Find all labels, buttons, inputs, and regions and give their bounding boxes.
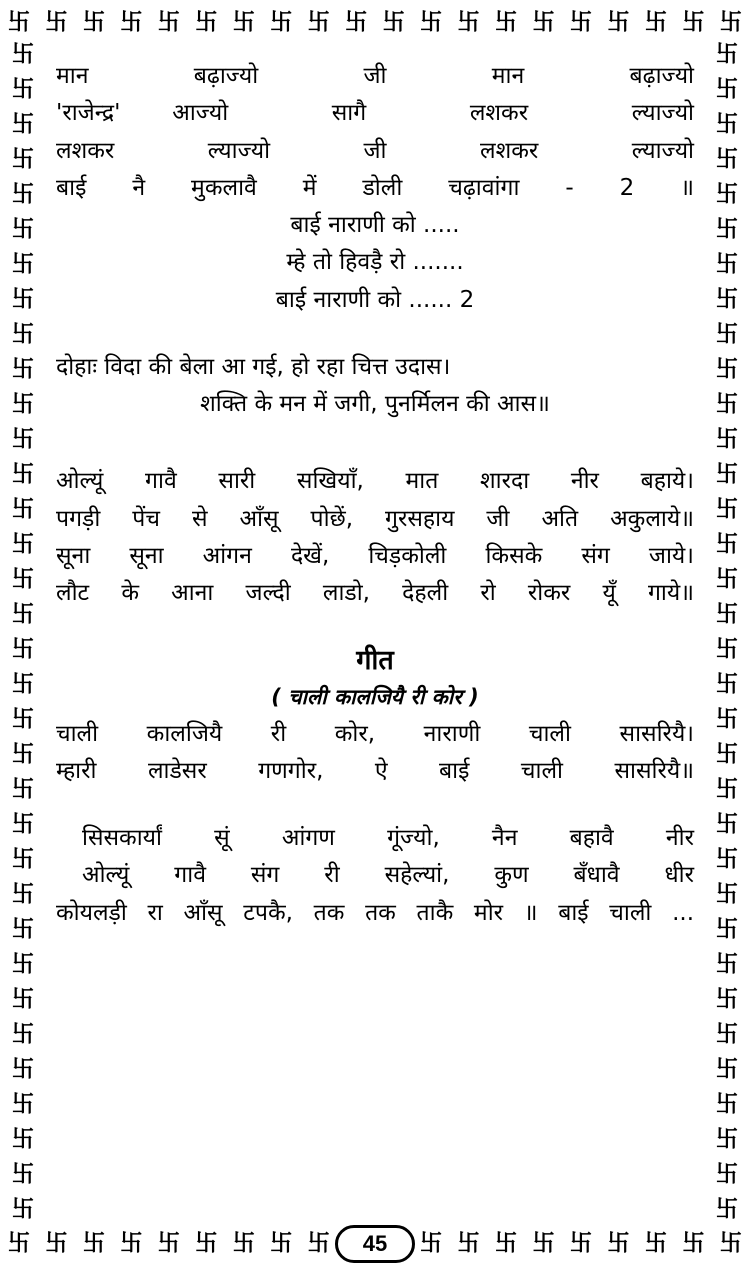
swastika-ornament-icon: 卐 [495,1230,518,1257]
song-line: चाली कालजियै री कोर, नाराणी चाली सासरियै। [56,720,694,747]
swastika-ornament-icon: 卐 [157,9,180,36]
swastika-ornament-icon: 卐 [420,9,443,36]
verse-line: मान बढ़ाज्यो जी मान बढ़ाज्यो [56,63,694,89]
verse-line: बाई नै मुकलावै में डोली चढ़ावांगा - 2 ॥ [56,174,694,201]
swastika-ornament-icon: 卐 [120,1230,143,1257]
border-top [8,6,742,40]
swastika-ornament-icon: 卐 [11,706,34,733]
swastika-ornament-icon: 卐 [644,1230,667,1257]
swastika-ornament-icon: 卐 [715,111,738,138]
swastika-ornament-icon: 卐 [11,1196,34,1223]
swastika-ornament-icon: 卐 [715,986,738,1013]
swastika-ornament-icon: 卐 [11,111,34,138]
swastika-ornament-icon: 卐 [457,1230,480,1257]
swastika-ornament-icon: 卐 [157,1230,180,1257]
swastika-ornament-icon: 卐 [11,986,34,1013]
swastika-ornament-icon: 卐 [607,1230,630,1257]
song-stanza-line: सिसकार्यां सूं आंगण गूंज्यो, नैन बहावै नीर [82,825,694,852]
swastika-ornament-icon: 卐 [11,216,34,243]
spacer [56,423,694,463]
stanza-line: सूना सूना आंगन देखें, चिड़कोली किसके संग जाये। [56,542,694,569]
swastika-ornament-icon: 卐 [11,916,34,943]
swastika-ornament-icon: 卐 [232,1230,255,1257]
swastika-ornament-icon: 卐 [682,9,705,36]
swastika-ornament-icon: 卐 [45,9,68,36]
swastika-ornament-icon: 卐 [715,811,738,838]
stanza-line: लौट के आना जल्दी लाडो, देहली रो रोकर यूँ गाये॥ [56,580,694,606]
swastika-ornament-icon: 卐 [11,601,34,628]
swastika-ornament-icon: 卐 [532,1230,555,1257]
verse-line: लशकर ल्याज्यो जी लशकर ल्याज्यो [56,137,694,164]
swastika-ornament-icon: 卐 [8,1230,31,1257]
swastika-ornament-icon: 卐 [307,1230,330,1257]
swastika-ornament-icon: 卐 [382,9,405,36]
stanza-line: ओल्यूं गावै सारी सखियाँ, मात शारदा नीर बहाये। [56,468,694,495]
spacer [56,319,694,349]
swastika-ornament-icon: 卐 [11,76,34,103]
swastika-ornament-icon: 卐 [11,881,34,908]
swastika-ornament-icon: 卐 [715,846,738,873]
swastika-ornament-icon: 卐 [715,496,738,523]
swastika-ornament-icon: 卐 [11,356,34,383]
page-content [56,58,694,1199]
swastika-ornament-icon: 卐 [82,9,105,36]
swastika-ornament-icon: 卐 [11,41,34,68]
swastika-ornament-icon: 卐 [8,9,31,36]
swastika-ornament-icon: 卐 [715,216,738,243]
swastika-ornament-icon: 卐 [11,426,34,453]
swastika-ornament-icon: 卐 [307,9,330,36]
swastika-ornament-icon: 卐 [11,1126,34,1153]
verse-line: बाई नाराणी को ...... 2 [275,286,475,313]
verse-line: 'राजेन्द्र' आज्यो सागै लशकर ल्याज्यो [56,100,694,127]
swastika-ornament-icon: 卐 [715,601,738,628]
spacer [56,790,694,820]
swastika-ornament-icon: 卐 [715,1056,738,1083]
swastika-ornament-icon: 卐 [715,566,738,593]
swastika-ornament-icon: 卐 [570,9,593,36]
swastika-ornament-icon: 卐 [11,566,34,593]
verse-line: बाई नाराणी को ..... [290,212,460,238]
song-subtitle: ( चाली कालजियै री कोर ) [271,685,479,710]
swastika-ornament-icon: 卐 [715,1091,738,1118]
swastika-ornament-icon: 卐 [715,1161,738,1188]
swastika-ornament-icon: 卐 [11,496,34,523]
swastika-ornament-icon: 卐 [715,916,738,943]
swastika-ornament-icon: 卐 [11,1161,34,1188]
swastika-ornament-icon: 卐 [11,776,34,803]
swastika-ornament-icon: 卐 [11,461,34,488]
song-title: गीत [356,645,394,677]
swastika-ornament-icon: 卐 [195,9,218,36]
swastika-ornament-icon: 卐 [532,9,555,36]
swastika-ornament-icon: 卐 [715,146,738,173]
swastika-ornament-icon: 卐 [11,811,34,838]
swastika-ornament-icon: 卐 [11,251,34,278]
swastika-ornament-icon: 卐 [715,1126,738,1153]
swastika-ornament-icon: 卐 [715,706,738,733]
swastika-ornament-icon: 卐 [715,76,738,103]
swastika-ornament-icon: 卐 [715,636,738,663]
swastika-ornament-icon: 卐 [715,671,738,698]
doha-line: शक्ति के मन में जगी, पुनर्मिलन की आस॥ [200,391,550,417]
swastika-ornament-icon: 卐 [82,1230,105,1257]
swastika-ornament-icon: 卐 [715,391,738,418]
swastika-ornament-icon: 卐 [45,1230,68,1257]
song-stanza-line: कोयलड़ी रा आँसू टपकै, तक तक ताकै मोर ॥ बाई चाली ... [56,899,694,926]
swastika-ornament-icon: 卐 [715,741,738,768]
swastika-ornament-icon: 卐 [715,1196,738,1223]
swastika-ornament-icon: 卐 [11,1056,34,1083]
swastika-ornament-icon: 卐 [11,286,34,313]
swastika-ornament-icon: 卐 [715,251,738,278]
swastika-ornament-icon: 卐 [715,531,738,558]
swastika-ornament-icon: 卐 [11,846,34,873]
song-line: म्हारी लाडेसर गणगोर, ऐ बाई चाली सासरियै॥ [56,757,694,784]
swastika-ornament-icon: 卐 [270,1230,293,1257]
swastika-ornament-icon: 卐 [644,9,667,36]
swastika-ornament-icon: 卐 [715,426,738,453]
swastika-ornament-icon: 卐 [715,321,738,348]
swastika-ornament-icon: 卐 [715,951,738,978]
stanza-line: पगड़ी पेंच से आँसू पोछें, गुरसहाय जी अति अकुलाये॥ [56,505,694,532]
page-number: 45 [335,1225,415,1263]
swastika-ornament-icon: 卐 [11,636,34,663]
swastika-ornament-icon: 卐 [495,9,518,36]
swastika-ornament-icon: 卐 [715,41,738,68]
border-left [8,41,38,1223]
swastika-ornament-icon: 卐 [570,1230,593,1257]
verse-line: म्हे तो हिवड़ै रो ....... [286,249,464,276]
swastika-ornament-icon: 卐 [11,531,34,558]
swastika-ornament-icon: 卐 [195,1230,218,1257]
swastika-ornament-icon: 卐 [11,671,34,698]
swastika-ornament-icon: 卐 [345,9,368,36]
song-stanza-line: ओल्यूं गावै संग री सहेल्यां, कुण बँधावै धीर [82,862,694,889]
swastika-ornament-icon: 卐 [715,461,738,488]
swastika-ornament-icon: 卐 [11,1091,34,1118]
swastika-ornament-icon: 卐 [11,146,34,173]
swastika-ornament-icon: 卐 [715,881,738,908]
border-right [712,41,742,1223]
doha-line: दोहाः विदा की बेला आ गई, हो रहा चित्त उदास। [56,353,451,380]
page-number-container [0,1225,750,1263]
swastika-ornament-icon: 卐 [11,181,34,208]
swastika-ornament-icon: 卐 [120,9,143,36]
swastika-ornament-icon: 卐 [11,1021,34,1048]
swastika-ornament-icon: 卐 [11,741,34,768]
swastika-ornament-icon: 卐 [11,321,34,348]
swastika-ornament-icon: 卐 [719,9,742,36]
swastika-ornament-icon: 卐 [715,356,738,383]
swastika-ornament-icon: 卐 [11,951,34,978]
swastika-ornament-icon: 卐 [11,391,34,418]
swastika-ornament-icon: 卐 [607,9,630,36]
swastika-ornament-icon: 卐 [719,1230,742,1257]
swastika-ornament-icon: 卐 [715,286,738,313]
spacer [56,612,694,642]
swastika-ornament-icon: 卐 [715,181,738,208]
swastika-ornament-icon: 卐 [682,1230,705,1257]
swastika-ornament-icon: 卐 [715,776,738,803]
swastika-ornament-icon: 卐 [232,9,255,36]
swastika-ornament-icon: 卐 [420,1230,443,1257]
swastika-ornament-icon: 卐 [457,9,480,36]
swastika-ornament-icon: 卐 [270,9,293,36]
swastika-ornament-icon: 卐 [715,1021,738,1048]
